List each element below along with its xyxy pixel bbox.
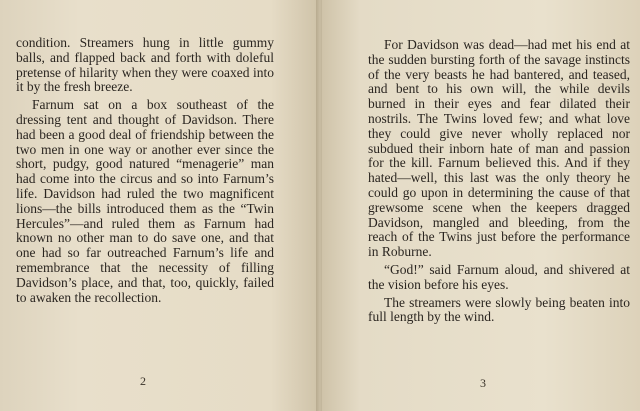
right-page: [322, 0, 640, 411]
paragraph: condition. Streamers hung in little gummy balls, and flapped back and forth with doleful pretense of hilarity when they were coaxed into it by the fresh breeze.: [16, 35, 274, 95]
left-page: [0, 0, 318, 411]
page-number: 2: [140, 374, 146, 388]
paragraph: “God!” said Farnum aloud, and shivered at the vision before his eyes.: [368, 261, 630, 292]
paragraph: Farnum sat on a box southeast of the dressing tent and thought of Davidson. There had been a good deal of friendship between the two men in one way or another ever since the short, pudgy, good natured “menagerie” man had come into the circus and so into Farnum’s life. Davidson had ruled the two magnificent lions—the bills introduced them as the “Twin Hercules”—and ruled them as Farnum had known no other man to do save one, and that one had so far outreached Farnum’s life and remembrance that the necessity of filling Davidson’s place, and that, too, quickly, failed to awaken the recollection.: [16, 97, 274, 305]
right-page-text: [368, 38, 630, 325]
paragraph: The streamers were slowly being beaten into full length by the wind.: [368, 294, 630, 325]
page-number: 3: [480, 376, 486, 390]
paragraph: For Davidson was dead—had met his end at the sudden bursting forth of the savage instincts of the very beasts he had bantered, and teased, and bent to his own will, the while devils burned in their eyes and fear dilated their nostrils. The Twins loved few; and what love they could give never wholly replaced nor subdued their inborn hate of man and passion for the kill. Farnum believed this. And if they hated—well, this last was the only theory he could go upon in determining the cause of that grewsome scene when the keepers dragged Davidson, mangled and bleeding, from the reach of the Twins just before the performance in Roburne.: [368, 37, 630, 260]
left-page-text: [16, 36, 274, 305]
